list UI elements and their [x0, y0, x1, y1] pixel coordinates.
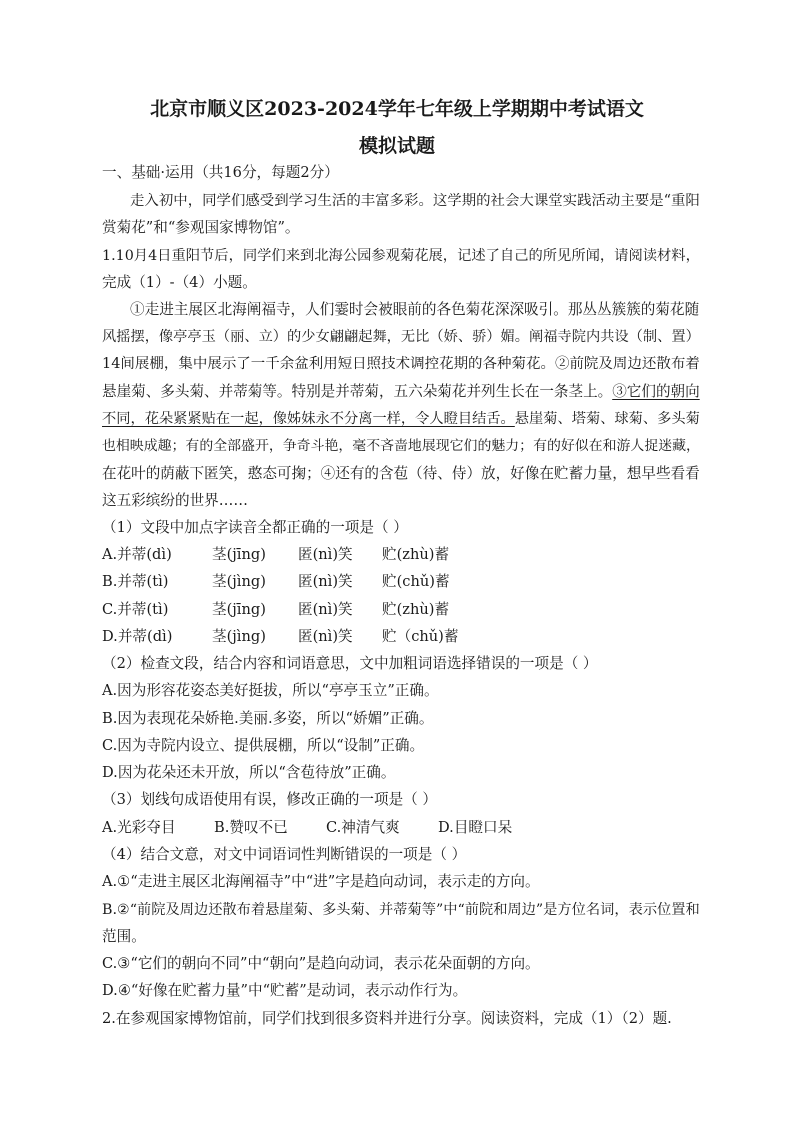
sub1-option-c-1: C.并蒂(tì) [102, 601, 169, 618]
sub2-option-a: A.因为形容花姿态美好挺拔，所以“亭亭玉立”正确。 [102, 682, 439, 699]
sub1-option-b-4: 贮(chǔ)蓄 [382, 573, 450, 590]
passage-line-4 [102, 382, 700, 402]
sub3-option-b: B.赞叹不已 [214, 819, 288, 836]
sub1-option-b-2: 茎(jìng) [212, 573, 266, 590]
passage-line-8: 这五彩缤纷的世界…… [102, 492, 248, 509]
passage-line-5-text: 悬崖菊、塔菊、球菊、多头菊 [514, 411, 700, 427]
passage-line-2: 风摇摆，像亭亭玉（丽、立）的少女翩翩起舞，无比（娇、骄）媚。阐福寺院内共设（制、置） [102, 329, 700, 345]
sub2-option-d: D.因为花朵还未开放，所以“含苞待放”正确。 [102, 764, 396, 781]
sub2-option-c: C.因为寺院内设立、提供展棚，所以“设制”正确。 [102, 737, 425, 754]
sub4-stem: （4）结合文意，对文中词语词性判断错误的一项是（ ） [102, 846, 467, 863]
sub1-option-c-2: 茎(jīng) [212, 601, 266, 618]
sub2-option-b: B.因为表现花朵娇艳.美丽.多姿，所以“娇媚”正确。 [102, 710, 434, 727]
passage-line-4-text: 悬崖菊、多头菊、并蒂菊等。特别是并蒂菊，五六朵菊花并列生长在一条茎上。 [102, 383, 613, 400]
sub1-option-a-3: 匿(nì)笑 [298, 546, 353, 563]
sub1-option-d-1: D.并蒂(dì) [102, 628, 173, 645]
sub1-option-a-2: 茎(jīng) [212, 546, 266, 563]
sub1-option-c-3: 匿(nì)笑 [298, 601, 353, 618]
sub3-option-c: C.神清气爽 [326, 819, 400, 836]
passage-line-5 [102, 409, 700, 429]
intro-line-2: 赏菊花”和“参观国家博物馆”。 [102, 219, 300, 236]
q1-stem-line-1: 1.10月4日重阳节后，同学们来到北海公园参观菊花展，记述了自己的所见所闻，请阅读材料， [102, 248, 700, 264]
passage-line-6: 也相映成趣；有的全部盛开，争奇斗艳，毫不吝啬地展现它们的魅力；有的好似在和游人捉迷藏， [102, 438, 700, 454]
sub4-option-d: D.④“好像在贮蓄力量”中“贮蓄”是动词，表示动作行为。 [102, 982, 468, 999]
passage-line-1: ①走进主展区北海阐福寺，人们霎时会被眼前的各色菊花深深吸引。那丛丛簇簇的菊花随 [130, 301, 700, 318]
sub1-stem: （1）文段中加点字读音全都正确的一项是（ ） [102, 519, 408, 536]
sub4-option-b-line-2: 范围。 [102, 928, 146, 945]
sub1-option-a-1: A.并蒂(dì) [102, 546, 172, 563]
q2-stem: 2.在参观国家博物馆前，同学们找到很多资料并进行分享。阅读资料，完成（1）（2）题. [102, 1010, 672, 1027]
sub4-option-b-line-1: B.②“前院及周边还散布着悬崖菊、多头菊、并蒂菊等”中“前院和周边”是方位名词，表示位置和 [102, 902, 700, 918]
doc-title: 北京市顺义区2023-2024学年七年级上学期期中考试语文 [150, 98, 644, 120]
intro-line-1: 走入初中，同学们感受到学习生活的丰富多彩。这学期的社会大课堂实践活动主要是“重阳 [130, 193, 700, 209]
sub1-option-a-4: 贮(zhù)蓄 [382, 546, 450, 563]
sub1-option-d-2: 茎(jìng) [212, 628, 266, 645]
passage-line-7: 在花叶的荫蔽下匿笑，憨态可掬；④还有的含苞（待、侍）放，好像在贮蓄力量，想早些看看 [102, 465, 700, 482]
sub3-option-a: A.光彩夺目 [102, 819, 176, 836]
sub1-option-c-4: 贮(zhù)蓄 [382, 601, 450, 618]
section-heading: 一、基础·运用（共16分，每题2分） [102, 164, 339, 181]
sub1-option-d-4: 贮（chǔ)蓄 [382, 628, 459, 645]
sub1-option-b-1: B.并蒂(tì) [102, 573, 169, 590]
underlined-sentence-end: 不同，花朵紧紧贴在一起，像姊妹永不分离一样，令人瞪目结舌。 [102, 411, 515, 427]
sub4-option-a: A.①“走进主展区北海阐福寺”中“进”字是趋向动词，表示走的方向。 [102, 873, 540, 890]
sub3-option-d: D.目瞪口呆 [438, 819, 513, 836]
passage-line-3: 14间展棚，集中展示了一千余盆利用短日照技术调控花期的各种菊花。②前院及周边还散布着 [102, 356, 700, 372]
q1-stem-line-2: 完成（1）-（4）小题。 [102, 274, 257, 291]
doc-subtitle: 模拟试题 [358, 135, 435, 157]
sub1-option-d-3: 匿(nì)笑 [298, 628, 353, 645]
sub3-stem: （3）划线句成语使用有误，修改正确的一项是（ ） [102, 791, 437, 808]
sub4-option-c: C.③“它们的朝向不同”中“朝向”是趋向动词，表示花朵面朝的方向。 [102, 955, 540, 972]
sub1-option-b-3: 匿(nì)笑 [298, 573, 353, 590]
underlined-sentence-start: ③它们的朝向 [612, 383, 700, 400]
sub2-stem: （2）检查文段，结合内容和词语意思，文中加粗词语选择错误的一项是（ ） [102, 655, 598, 672]
